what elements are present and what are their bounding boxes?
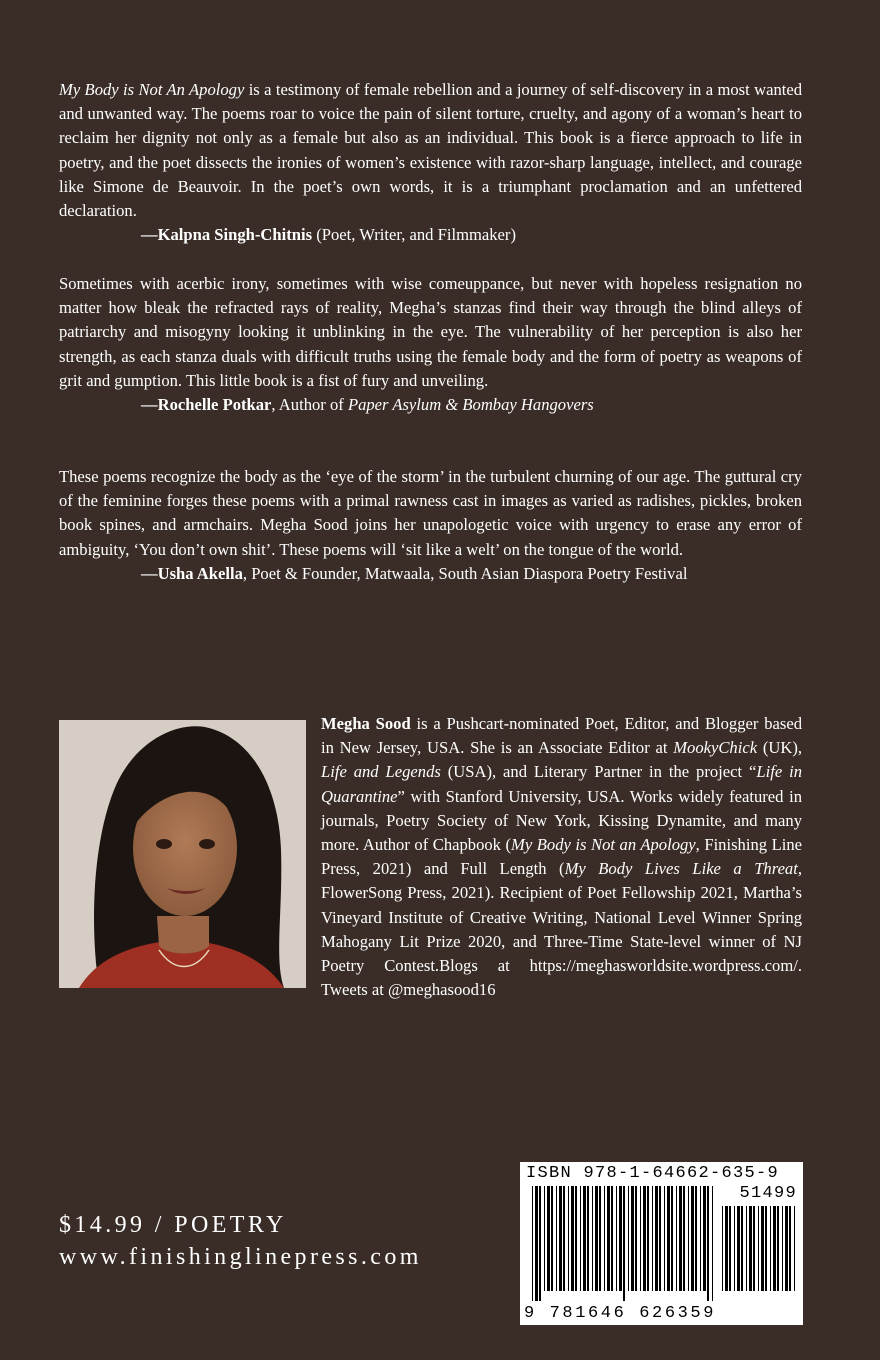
barcode-bar xyxy=(707,1186,709,1301)
barcode-bar xyxy=(655,1186,658,1291)
barcode-bar xyxy=(749,1206,752,1291)
barcode-bar xyxy=(671,1186,673,1291)
barcode-bar xyxy=(753,1206,755,1291)
author-name: Megha Sood xyxy=(321,714,411,733)
barcode-bar xyxy=(568,1186,569,1291)
barcode-bar xyxy=(647,1186,649,1291)
barcode-bar xyxy=(556,1186,557,1291)
barcode-bar xyxy=(532,1186,533,1301)
isbn-barcode xyxy=(520,1162,803,1325)
barcode-bar xyxy=(563,1186,565,1291)
barcode-bar xyxy=(643,1186,646,1291)
barcode-bar xyxy=(539,1186,541,1301)
addon-barcode-bars xyxy=(722,1206,798,1301)
barcode-digits: 9 781646 626359 xyxy=(524,1304,717,1323)
publisher-website[interactable]: www.finishinglinepress.com xyxy=(59,1244,422,1270)
barcode-bar xyxy=(761,1206,764,1291)
barcode-bar xyxy=(729,1206,731,1291)
barcode-bar xyxy=(770,1206,771,1291)
barcode-bar xyxy=(551,1186,553,1291)
blurb-author: —Kalpna Singh-Chitnis xyxy=(141,225,313,245)
price-category: $14.99 / POETRY xyxy=(59,1212,287,1238)
barcode-bar xyxy=(635,1186,637,1291)
barcode-bar xyxy=(599,1186,601,1291)
barcode-bar xyxy=(616,1186,617,1291)
barcode-bar xyxy=(559,1186,562,1291)
barcode-bar xyxy=(580,1186,581,1291)
blurb-rochelle xyxy=(59,272,802,417)
blurb-text: Sometimes with acerbic irony, sometimes with wise comeuppance, but never with hopeless resignation no matter how bleak the refracted rays of reality, Megha’s stanzas find their way through the blind alleys of patriarchy and misogyny looking it unblinking in the eye. The vulnerability of her perception is also her strength, as each stanza duals with difficult truths using the female body and the form of poetry as weapons of grit and gumption. This little book is a fist of fury and unveiling. xyxy=(59,274,802,390)
barcode-bar xyxy=(789,1206,791,1291)
barcode-bar xyxy=(782,1206,783,1291)
barcode-bar xyxy=(683,1186,685,1291)
barcode-bar xyxy=(595,1186,598,1291)
barcode-bar xyxy=(619,1186,622,1291)
barcode-bar xyxy=(611,1186,613,1291)
barcode-bar xyxy=(652,1186,653,1291)
barcode-bar xyxy=(691,1186,694,1291)
barcode-bar xyxy=(571,1186,574,1291)
barcode-bar xyxy=(746,1206,747,1291)
barcode-bar xyxy=(688,1186,689,1291)
barcode-bar xyxy=(544,1186,545,1291)
barcode-bar xyxy=(547,1186,550,1291)
blurb-attribution: —Usha Akella, Poet & Founder, Matwaala, South Asian Diaspora Poetry Festival xyxy=(141,563,688,583)
blurb-attribution: —Kalpna Singh-Chitnis (Poet, Writer, and Filmmaker) xyxy=(141,225,516,245)
barcode-bar xyxy=(631,1186,634,1291)
barcode-bar xyxy=(794,1206,795,1291)
barcode-bar xyxy=(773,1206,776,1291)
barcode-bar xyxy=(695,1186,697,1291)
blurb-author: —Rochelle Potkar xyxy=(141,395,272,415)
barcode-bar xyxy=(722,1206,723,1291)
barcode-bar xyxy=(659,1186,661,1291)
barcode-bar xyxy=(607,1186,610,1291)
book-title: My Body is Not An Apology xyxy=(59,80,245,99)
barcode-bar xyxy=(703,1186,706,1291)
barcode-bar xyxy=(664,1186,665,1291)
barcode-bar xyxy=(667,1186,670,1291)
barcode-bar xyxy=(734,1206,735,1291)
barcode-bar xyxy=(676,1186,677,1291)
barcode-bar xyxy=(623,1186,625,1301)
isbn-number: ISBN 978-1-64662-635-9 xyxy=(526,1164,780,1183)
barcode-bar xyxy=(535,1186,538,1301)
blurb-text: My Body is Not An Apology is a testimony of female rebellion and a journey of self-discovery in a most wanted and unwanted way. The poems roar to voice the pain of silent torture, cruelty, and agony of a woman’s heart to reclaim her dignity not only as a female but also as an individual. This book is a fierce approach to life in poetry, and the poet dissects the ironies of women’s existence with razor-sharp language, intellect, and courage like Simone de Beauvoir. In the poet’s own words, it is a triumphant proclamation and an unfettered declaration. xyxy=(59,80,803,221)
barcode-bar xyxy=(592,1186,593,1291)
barcode-bar xyxy=(777,1206,779,1291)
barcode-bar xyxy=(575,1186,577,1291)
barcode-bar xyxy=(679,1186,682,1291)
barcode-bar xyxy=(628,1186,629,1291)
barcode-bar xyxy=(741,1206,743,1291)
blurb-author: —Usha Akella xyxy=(141,563,243,583)
blurb-usha xyxy=(59,465,802,586)
barcode-bar xyxy=(785,1206,788,1291)
barcode-bar xyxy=(765,1206,767,1291)
barcode-bar xyxy=(640,1186,641,1291)
barcode-bar xyxy=(700,1186,701,1291)
barcode-bar xyxy=(712,1186,713,1301)
photo-spacer xyxy=(59,712,321,996)
blurb-attribution: —Rochelle Potkar, Author of Paper Asylum & Bombay Hangovers xyxy=(141,395,594,415)
barcode-bar xyxy=(604,1186,605,1291)
barcode-bar xyxy=(737,1206,740,1291)
ean-barcode-bars xyxy=(532,1186,716,1301)
barcode-bar xyxy=(725,1206,728,1291)
barcode-bar xyxy=(587,1186,589,1291)
author-bio: Megha Sood is a Pushcart-nominated Poet, Editor, and Blogger based in New Jersey, USA. She is an Associate Editor at MookyChick (UK), Life and Legends (USA), and Literary Partner in the project “Life in Quarantine” with Stanford University, USA. Works widely featured in journals, Poetry Society of New York, Kissing Dynamite, and many more. Author of Chapbook (My Body is Not an Apology, Finishing Line Press, 2021) and Full Length (My Body Lives Like a Threat, FlowerSong Press, 2021). Recipient of Poet Fellowship 2021, Martha’s Vineyard Institute of Creative Writing, National Level Winner Spring Mahogany Lit Prize 2020, and Three-Time State-level winner of NJ Poetry Contest.Blogs at https://meghasworldsite.wordpress.com/. Tweets at @meghasood16 xyxy=(59,712,802,1002)
barcode-bar xyxy=(583,1186,586,1291)
barcode-price-code: 51499 xyxy=(739,1184,797,1203)
blurb-text: These poems recognize the body as the ‘eye of the storm’ in the turbulent churning of our age. The guttural cry of the feminine forges these poems with a primal rawness cast in images as varied as radishes, pickles, broken book spines, and armchairs. Megha Sood joins her unapologetic voice with urgency to erase any error of ambiguity, ‘You don’t own shit’. These poems will ‘sit like a welt’ on the tongue of the world. xyxy=(59,467,802,559)
blurb-kalpna xyxy=(59,78,802,247)
barcode-bar xyxy=(758,1206,759,1291)
